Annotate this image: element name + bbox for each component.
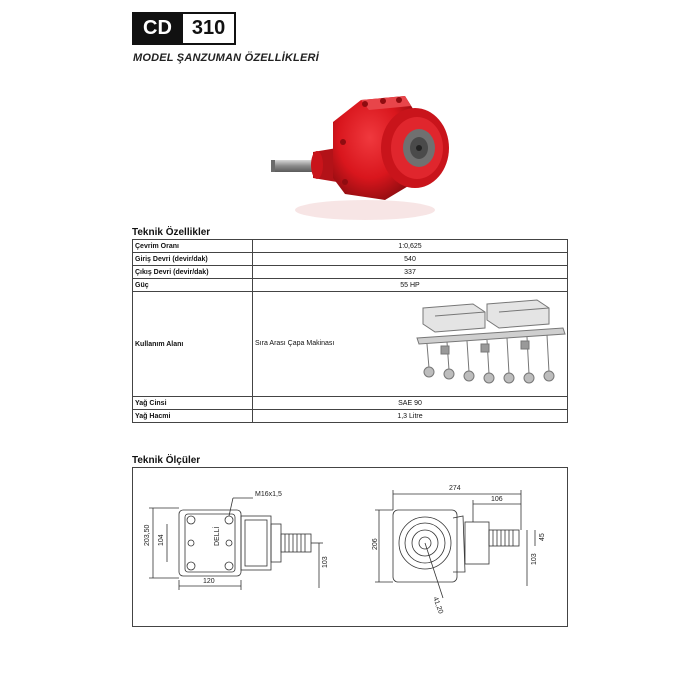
gearbox-image: [265, 82, 465, 227]
right-view-body: [393, 510, 457, 582]
table-row: [133, 240, 568, 253]
table-row: [133, 266, 568, 279]
table-row: [133, 279, 568, 292]
spec-label: Giriş Devri (devir/dak): [133, 253, 253, 266]
left-height-label: 203,50: [144, 524, 151, 546]
left-view-shaft: [281, 534, 311, 552]
right-offset-label: 106: [491, 496, 503, 503]
specs-title: Teknik Özellikler: [132, 227, 211, 238]
spec-value: 55 HP: [253, 279, 568, 292]
brand-label: DELLİ: [214, 526, 221, 546]
dimensions-drawing: [132, 467, 568, 627]
right-height-label: 206: [372, 538, 379, 550]
spec-value: 1,3 Litre: [253, 410, 568, 423]
model-number: 310: [183, 14, 234, 43]
hoeing-machine-image: [413, 294, 571, 390]
spec-label: Yağ Hacmi: [133, 410, 253, 423]
model-badge: [132, 12, 236, 45]
table-row: [133, 253, 568, 266]
right-width-label: 274: [449, 485, 461, 492]
left-inner-height-label: 104: [158, 534, 165, 546]
spec-label: Çevrim Oranı: [133, 240, 253, 253]
thread-label: M16x1,5: [255, 491, 282, 498]
spec-label: Çıkış Devri (devir/dak): [133, 266, 253, 279]
spec-label: Kullanım Alanı: [133, 292, 253, 397]
left-width-label: 120: [203, 578, 215, 585]
specs-table: [132, 239, 568, 423]
model-code: CD: [134, 14, 183, 43]
spec-label: Güç: [133, 279, 253, 292]
spec-label: Yağ Cinsi: [133, 397, 253, 410]
spec-value: 1:0,625: [253, 240, 568, 253]
spec-value: 540: [253, 253, 568, 266]
table-row: [133, 397, 568, 410]
angle-note-label: 41,20: [431, 596, 444, 615]
dimensions-title: Teknik Ölçüler: [132, 455, 201, 466]
page-subtitle: MODEL ŞANZUMAN ÖZELLİKLERİ: [133, 52, 319, 64]
right-diameter-label: 45: [539, 533, 546, 541]
spec-value: Sıra Arası Çapa Makinası: [255, 340, 335, 347]
spec-value: 337: [253, 266, 568, 279]
right-view-shaft: [489, 530, 519, 546]
spec-value: SAE 90: [253, 397, 568, 410]
table-row: [133, 292, 568, 397]
table-row: [133, 410, 568, 423]
left-shaft-height-label: 103: [322, 556, 329, 568]
right-shaft-height-label: 103: [531, 553, 538, 565]
usage-cell: [253, 292, 568, 397]
